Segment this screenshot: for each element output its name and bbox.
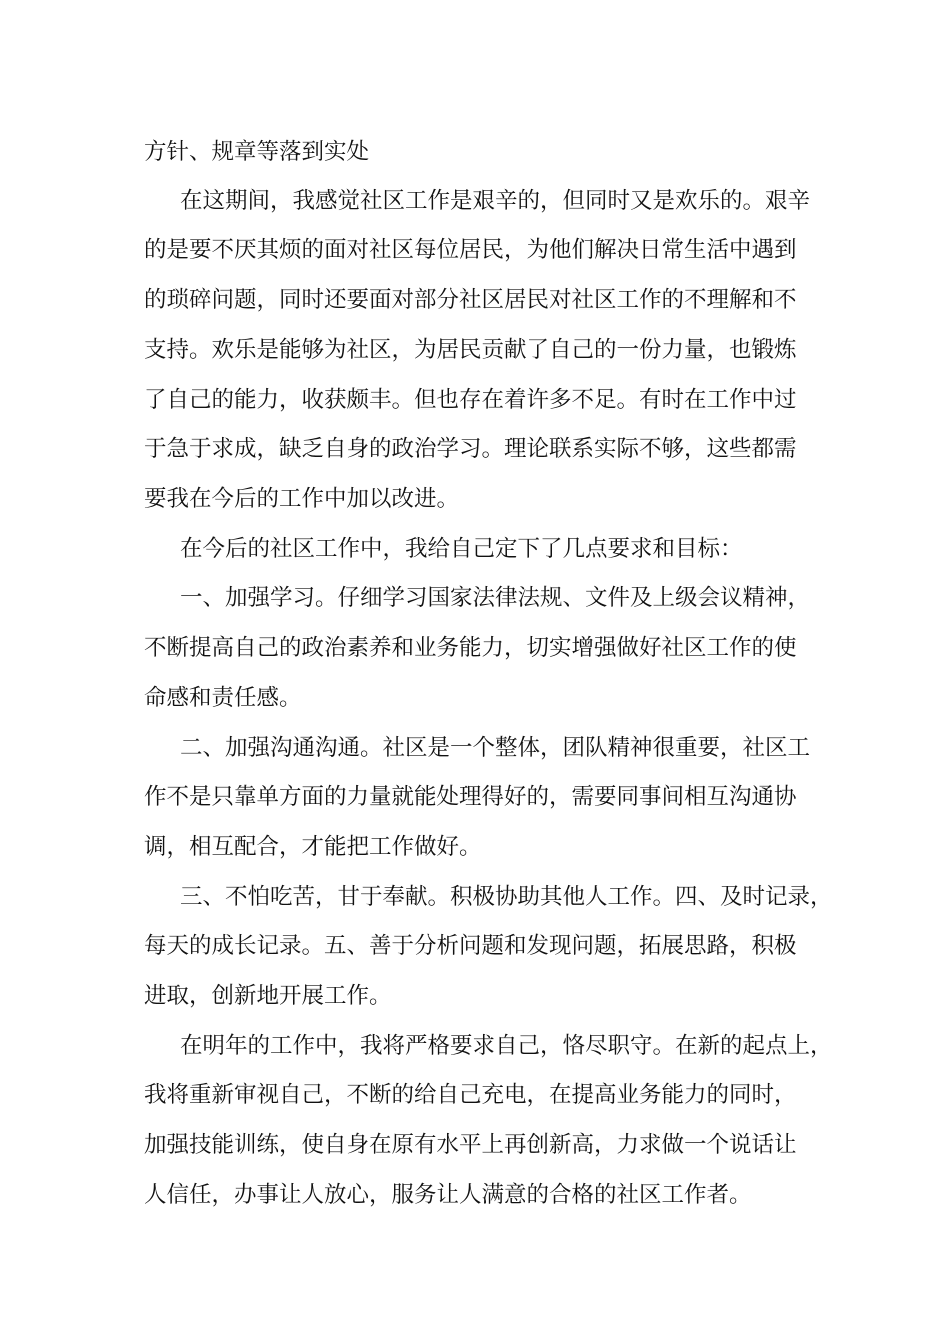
text-line: 调，相互配合，才能把工作做好。 bbox=[144, 834, 482, 860]
text-line: 要我在今后的工作中加以改进。 bbox=[144, 486, 460, 512]
paragraph-start-line: 一、加强学习。仔细学习国家法律法规、文件及上级会议精神， bbox=[180, 585, 811, 611]
text-line: 人信任，办事让人放心，服务让人满意的合格的社区工作者。 bbox=[144, 1182, 752, 1208]
text-line: 每天的成长记录。五、善于分析问题和发现问题，拓展思路，积极 bbox=[144, 933, 797, 959]
text-line: 进取，创新地开展工作。 bbox=[144, 983, 392, 1009]
text-line: 方针、规章等落到实处 bbox=[144, 139, 370, 165]
paragraph-start-line: 二、加强沟通沟通。社区是一个整体，团队精神很重要，社区工 bbox=[180, 735, 811, 761]
text-line: 了自己的能力，收获颇丰。但也存在着许多不足。有时在工作中过 bbox=[144, 387, 797, 413]
text-line: 命感和责任感。 bbox=[144, 685, 302, 711]
text-line: 加强技能训练，使自身在原有水平上再创新高，力求做一个说话让 bbox=[144, 1132, 797, 1158]
paragraph-start-line: 三、不怕吃苦，甘于奉献。积极协助其他人工作。四、及时记录， bbox=[180, 884, 833, 910]
paragraph-start-line: 在明年的工作中，我将严格要求自己，恪尽职守。在新的起点上， bbox=[180, 1033, 833, 1059]
text-line: 的是要不厌其烦的面对社区每位居民，为他们解决日常生活中遇到 bbox=[144, 237, 797, 263]
text-line: 于急于求成，缺乏自身的政治学习。理论联系实际不够，这些都需 bbox=[144, 436, 797, 462]
text-line: 不断提高自己的政治素养和业务能力，切实增强做好社区工作的使 bbox=[144, 635, 797, 661]
text-line: 作不是只靠单方面的力量就能处理得好的，需要同事间相互沟通协 bbox=[144, 784, 797, 810]
text-line: 的琐碎问题，同时还要面对部分社区居民对社区工作的不理解和不 bbox=[144, 287, 797, 313]
text-line: 支持。欢乐是能够为社区，为居民贡献了自己的一份力量，也锻炼 bbox=[144, 337, 797, 363]
paragraph-start-line: 在这期间，我感觉社区工作是艰辛的，但同时又是欢乐的。艰辛 bbox=[180, 188, 811, 214]
text-line: 我将重新审视自己，不断的给自己充电，在提高业务能力的同时， bbox=[144, 1082, 797, 1108]
paragraph-start-line: 在今后的社区工作中，我给自己定下了几点要求和目标： bbox=[180, 536, 743, 562]
